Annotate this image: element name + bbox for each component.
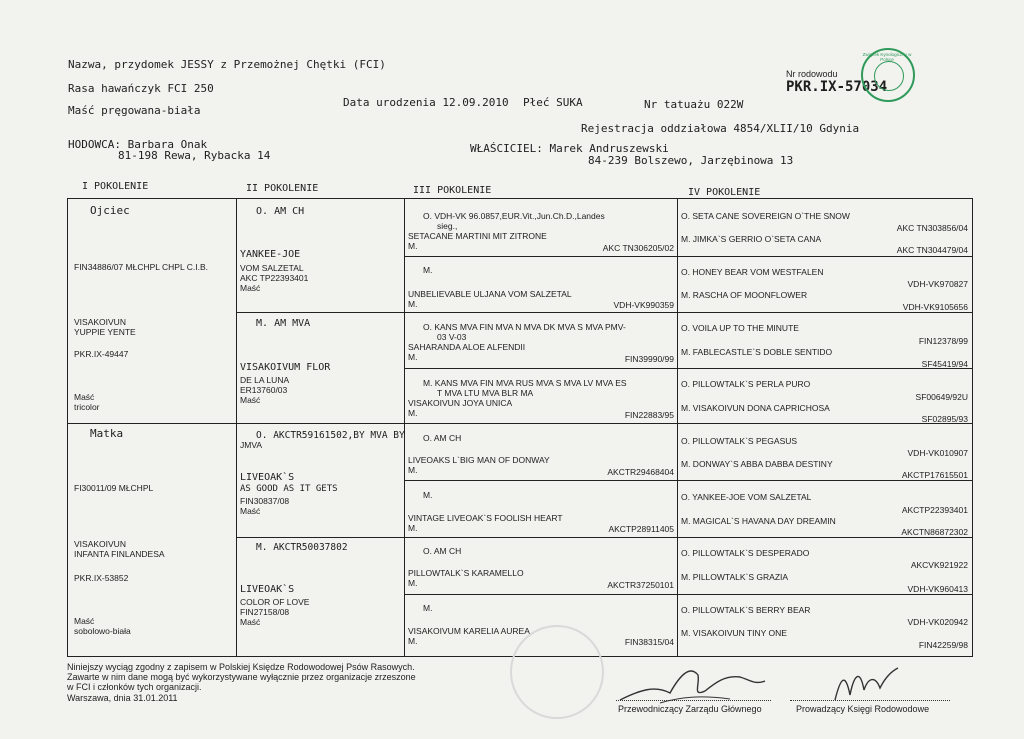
gen2-3-name2: COLOR OF LOVE <box>240 597 310 607</box>
gen2-2-titles2: JMVA <box>240 440 263 450</box>
tattoo-label: Nr tatuażu <box>644 98 711 111</box>
gen3-0-line1: O. VDH-VK 96.0857,EUR.Vit.,Jun.Ch.D.,Landes <box>423 211 605 221</box>
dob-value: 12.09.2010 <box>442 96 509 109</box>
gen4-1-dam: M. RASCHA OF MOONFLOWER <box>681 290 808 300</box>
gen4-3-sire-reg: SF00649/92U <box>915 392 968 402</box>
gen1-heading: I POKOLENIE <box>82 181 149 192</box>
kennel-club-stamp <box>861 48 915 102</box>
sex-value: SUKA <box>556 96 583 109</box>
gen4-0-sire: O. SETA CANE SOVEREIGN O`THE SNOW <box>681 211 850 221</box>
name-label: Nazwa, przydomek <box>68 58 174 71</box>
gen3-2-reg: FIN39990/99 <box>624 354 674 364</box>
breed-row <box>68 82 214 95</box>
gen3-1-reg: VDH-VK990359 <box>613 300 674 310</box>
gen4-2-dam: M. FABLECASTLE`S DOBLE SENTIDO <box>681 347 833 357</box>
divider-gen2-row3 <box>236 537 972 538</box>
name-row <box>68 58 386 71</box>
divider-gen2-gen3 <box>404 198 405 656</box>
sire-color: tricolor <box>74 402 100 412</box>
gen4-6-sire-reg: AKCVK921922 <box>910 560 968 570</box>
gen4-2-sire-reg: FIN12378/99 <box>918 336 968 346</box>
gen3-1-line1: M. <box>423 265 433 275</box>
divider-gen3-row5 <box>404 480 972 481</box>
gen3-2-line2: 03 V-03 <box>437 332 467 342</box>
gen2-1-color: Maść <box>240 395 261 405</box>
gen3-0-line2: sieg., <box>437 221 458 231</box>
signature-2-label: Prowadzący Księgi Rodowodowe <box>796 704 930 714</box>
gen4-4-sire: O. PILLOWTALK`S PEGASUS <box>681 436 798 446</box>
color-row <box>68 104 200 117</box>
gen3-3-m: M. <box>408 408 418 418</box>
gen4-3-dam: M. VISAKOIVUN DONA CAPRICHOSA <box>681 403 830 413</box>
gen3-3-line1: M. KANS MVA FIN MVA RUS MVA S MVA LV MVA ES <box>423 378 627 388</box>
gen2-0-name1: YANKEE-JOE <box>240 249 301 260</box>
gen4-7-dam-reg: FIN42259/98 <box>918 640 968 650</box>
gen4-5-sire: O. YANKEE-JOE VOM SALZETAL <box>681 492 812 502</box>
breeder-label: HODOWCA: <box>68 138 121 151</box>
signature-line-2 <box>790 700 950 701</box>
divider-gen3-gen4 <box>677 198 678 656</box>
gen4-heading: IV POKOLENIE <box>688 187 761 198</box>
gen4-4-sire-reg: VDH-VK010907 <box>907 448 968 458</box>
dam-name-1: VISAKOIVUN <box>74 539 126 549</box>
gen2-2-name2: AS GOOD AS IT GETS <box>240 484 338 494</box>
gen3-6-name: PILLOWTALK`S KARAMELLO <box>408 568 524 578</box>
gen3-0-name: SETACANE MARTINI MIT ZITRONE <box>408 231 547 241</box>
owner-address: 84-239 Bolszewo, Jarzębinowa 13 <box>588 154 794 167</box>
breeder-address: 81-198 Rewa, Rybacka 14 <box>118 149 271 162</box>
dam-role: Matka <box>90 427 124 440</box>
sire-name-2: YUPPIE YENTE <box>74 327 136 337</box>
dam-color: sobolowo-biała <box>74 626 131 636</box>
footer-line-1: Niniejszy wyciąg zgodny z zapisem w Polskiej Księdze Rodowodowej Psów Rasowych. <box>67 662 415 672</box>
gen2-3-color: Maść <box>240 617 261 627</box>
dob-row <box>343 96 509 109</box>
divider-gen2-row1 <box>236 312 972 313</box>
sex-row <box>523 96 583 109</box>
gen2-3-reg: FIN27158/08 <box>240 607 290 617</box>
gen3-2-name: SAHARANDA ALOE ALFENDII <box>408 342 526 352</box>
sire-role: Ojciec <box>90 204 130 217</box>
gen2-2-color: Maść <box>240 506 261 516</box>
gen4-6-dam-reg: VDH-VK960413 <box>907 584 968 594</box>
gen4-2-dam-reg: SF45419/94 <box>921 359 968 369</box>
breeder-name: Barbara Onak <box>127 138 208 151</box>
sex-label: Płeć <box>523 96 550 109</box>
stamp-inner-ring <box>874 61 904 91</box>
branch-reg-row <box>581 122 859 135</box>
gen2-0-color: Maść <box>240 283 261 293</box>
divider-gen3-row7 <box>404 594 972 595</box>
sire-reg: FIN34886/07 MŁCHPL CHPL C.I.B. <box>74 262 209 272</box>
gen3-4-reg: AKCTR29468404 <box>607 467 674 477</box>
sire-color-label: Maść <box>74 392 95 402</box>
signature-2 <box>820 660 910 710</box>
dob-label: Data urodzenia <box>343 96 436 109</box>
gen3-5-line1: M. <box>423 490 433 500</box>
gen2-heading: II POKOLENIE <box>246 183 319 194</box>
gen3-7-m: M. <box>408 636 418 646</box>
gen3-3-reg: FIN22883/95 <box>624 410 674 420</box>
stamp-text: Związek Kynologiczny w Polsce <box>862 52 912 62</box>
gen4-0-sire-reg: AKC TN303856/04 <box>896 223 968 233</box>
reg-no-value: PKR.IX-57034 <box>786 79 888 95</box>
gen2-1-titles: M. AM MVA <box>256 318 311 329</box>
dam-color-label: Maść <box>74 616 95 626</box>
gen3-6-reg: AKCTR37250101 <box>607 580 674 590</box>
breed-value: hawańczyk FCI 250 <box>101 82 214 95</box>
gen3-0-m: M. <box>408 241 418 251</box>
gen4-1-sire-reg: VDH-VK970827 <box>907 279 968 289</box>
gen3-2-m: M. <box>408 352 418 362</box>
gen3-5-m: M. <box>408 523 418 533</box>
gen3-7-line1: M. <box>423 603 433 613</box>
gen4-7-sire-reg: VDH-VK020942 <box>907 617 968 627</box>
gen2-1-name2: DE LA LUNA <box>240 375 290 385</box>
gen4-7-sire: O. PILLOWTALK`S BERRY BEAR <box>681 605 811 615</box>
tattoo-row <box>644 98 743 111</box>
gen4-2-sire: O. VOILA UP TO THE MINUTE <box>681 323 799 333</box>
gen3-7-name: VISAKOIVUM KARELIA AUREA <box>408 626 530 636</box>
gen3-5-name: VINTAGE LIVEOAK`S FOOLISH HEART <box>408 513 563 523</box>
signature-1 <box>600 655 780 710</box>
gen4-5-dam: M. MAGICAL`S HAVANA DAY DREAMIN <box>681 516 836 526</box>
gen3-2-line1: O. KANS MVA FIN MVA N MVA DK MVA S MVA PMV- <box>423 322 626 332</box>
gen2-1-name1: VISAKOIVUM FLOR <box>240 362 331 373</box>
tattoo-value: 022W <box>716 98 744 111</box>
gen4-6-sire: O. PILLOWTALK`S DESPERADO <box>681 548 810 558</box>
signature-1-label: Przewodniczący Zarządu Głównego <box>618 704 762 714</box>
color-value: pręgowana-biała <box>101 104 201 117</box>
gen2-3-titles: M. AKCTR50037802 <box>256 542 348 553</box>
gen2-0-titles: O. AM CH <box>256 206 305 217</box>
gen3-4-line1: O. AM CH <box>423 433 462 443</box>
gen3-3-name: VISAKOIVUN JOYA UNICA <box>408 398 513 408</box>
gen4-3-dam-reg: SF02895/93 <box>921 414 968 424</box>
gen2-3-name1: LIVEOAK`S <box>240 584 295 595</box>
sire-reg-2: PKR.IX-49447 <box>74 349 129 359</box>
gen2-2-reg: FIN30837/08 <box>240 496 290 506</box>
dam-reg-2: PKR.IX-53852 <box>74 573 129 583</box>
gen3-heading: III POKOLENIE <box>413 185 492 196</box>
gen4-5-dam-reg: AKCTN86872302 <box>901 527 968 537</box>
dam-reg: FI30011/09 MŁCHPL <box>74 483 154 493</box>
gen4-4-dam: M. DONWAY`S ABBA DABBA DESTINY <box>681 459 833 469</box>
gen4-7-dam: M. VISAKOIVUN TINY ONE <box>681 628 787 638</box>
gen3-6-line1: O. AM CH <box>423 546 462 556</box>
gen3-4-name: LIVEOAKS L`BIG MAN OF DONWAY <box>408 455 550 465</box>
dog-name: JESSY z Przemożnej Chętki (FCI) <box>180 58 386 71</box>
gen4-6-dam: M. PILLOWTALK`S GRAZIA <box>681 572 789 582</box>
breed-label: Rasa <box>68 82 95 95</box>
branch-reg-value: 4854/XLII/10 Gdynia <box>733 122 860 135</box>
gen3-1-m: M. <box>408 299 418 309</box>
divider-gen3-row1 <box>404 256 972 257</box>
color-label: Maść <box>68 104 95 117</box>
dam-name-2: INFANTA FINLANDESA <box>74 549 165 559</box>
gen2-0-name2: VOM SALZETAL <box>240 263 304 273</box>
gen4-0-dam-reg: AKC TN304479/04 <box>896 245 968 255</box>
footer-line-2: Zawarte w nim dane mogą być wykorzystywane wyłącznie przez organizacje zrzeszone <box>67 672 416 682</box>
gen3-0-reg: AKC TN306205/02 <box>602 243 674 253</box>
footer-line-3: w FCI i członków tych organizacji. <box>67 682 202 692</box>
owner-label: WŁAŚCICIEL: <box>470 142 543 155</box>
gen4-1-dam-reg: VDH-VK9105656 <box>902 302 968 312</box>
gen4-3-sire: O. PILLOWTALK`S PERLA PURO <box>681 379 811 389</box>
footer-line-4: Warszawa, dnia 31.01.2011 <box>67 693 178 703</box>
gen3-5-reg: AKCTP28911405 <box>608 524 674 534</box>
gen4-1-sire: O. HONEY BEAR VOM WESTFALEN <box>681 267 824 277</box>
gen3-7-reg: FIN38315/04 <box>624 637 674 647</box>
reg-no-label: Nr rodowodu <box>786 69 838 79</box>
divider-gen1-gen2 <box>236 198 237 656</box>
gen2-1-reg: ER13760/03 <box>240 385 288 395</box>
gen2-2-name1: LIVEOAK`S <box>240 472 295 483</box>
gen2-0-reg: AKC TP22393401 <box>240 273 309 283</box>
gen3-4-m: M. <box>408 465 418 475</box>
owner-name: Marek Andruszewski <box>549 142 669 155</box>
gen3-6-m: M. <box>408 578 418 588</box>
signature-line-1 <box>616 700 771 701</box>
embossed-seal <box>510 625 604 719</box>
branch-reg-label: Rejestracja oddziałowa <box>581 122 727 135</box>
gen4-0-dam: M. JIMKA`S GERRIO O`SETA CANA <box>681 234 822 244</box>
gen2-2-titles: O. AKCTR59161502,BY MVA BY <box>256 430 405 441</box>
gen4-4-dam-reg: AKCTP17615501 <box>901 470 968 480</box>
gen3-1-name: UNBELIEVABLE ULJANA VOM SALZETAL <box>408 289 572 299</box>
sire-name-1: VISAKOIVUN <box>74 317 126 327</box>
gen4-5-sire-reg: AKCTP22393401 <box>901 505 968 515</box>
gen3-3-line2: T MVA LTU MVA BLR MA <box>437 388 534 398</box>
